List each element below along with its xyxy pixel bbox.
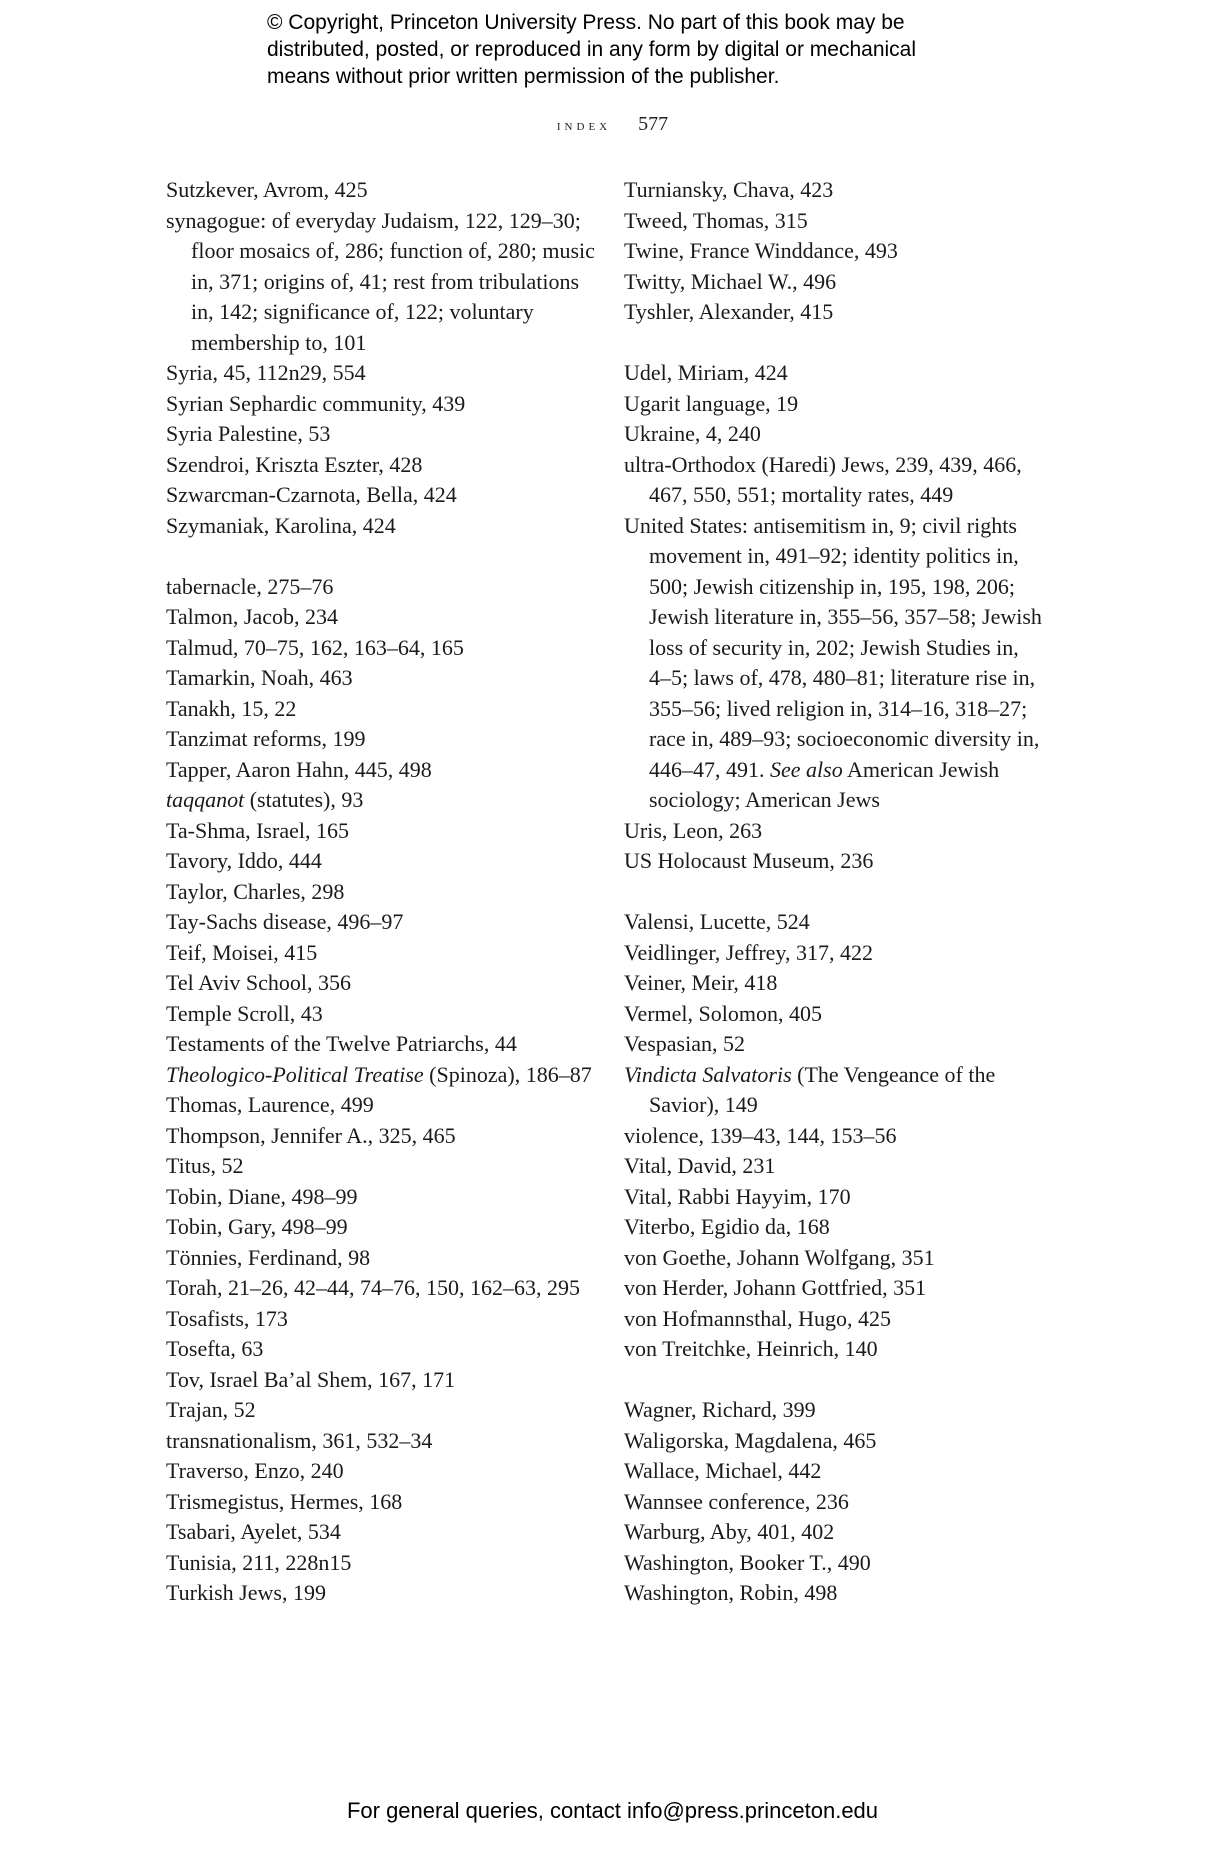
index-entry: Tel Aviv School, 356 xyxy=(166,970,352,995)
index-entry: Washington, Robin, 498 xyxy=(624,1580,838,1605)
index-entry: Szendroi, Kriszta Eszter, 428 xyxy=(166,451,423,477)
index-entry: Szymaniak, Karolina, 424 xyxy=(166,512,396,538)
copyright-notice xyxy=(267,9,1027,90)
page-number: 577 xyxy=(638,113,669,135)
index-entry: Wallace, Michael, 442 xyxy=(624,1458,822,1483)
index-entry: Turkish Jews, 199 xyxy=(166,1580,326,1605)
section-label: index xyxy=(556,117,612,134)
index-entry: Tov, Israel Ba’al Shem, 167, 171 xyxy=(166,1366,456,1392)
index-entry: Tobin, Diane, 498–99 xyxy=(166,1183,358,1209)
index-entry: Syria, 45, 112n29, 554 xyxy=(166,360,366,385)
index-entry: Theologico-Political Treatise (Spinoza), 186–87 xyxy=(166,1061,592,1087)
index-entry: Trismegistus, Hermes, 168 xyxy=(166,1488,403,1514)
index-entry: US Holocaust Museum, 236 xyxy=(624,848,874,873)
index-entry: Uris, Leon, 263 xyxy=(624,817,763,843)
index-entry: transnationalism, 361, 532–34 xyxy=(166,1427,433,1453)
index-entry: Valensi, Lucette, 524 xyxy=(624,909,810,934)
index-entry: Tamarkin, Noah, 463 xyxy=(166,665,353,690)
index-entry: Thomas, Laurence, 499 xyxy=(166,1092,374,1117)
index-entry: Temple Scroll, 43 xyxy=(166,1000,323,1026)
index-entry: Vespasian, 52 xyxy=(624,1031,745,1056)
index-entry: Wagner, Richard, 399 xyxy=(624,1397,816,1422)
index-entry: tabernacle, 275–76 xyxy=(166,573,334,599)
copyright-line: © Copyright, Princeton University Press. No part of this book may be xyxy=(267,11,905,34)
index-entry: Tanakh, 15, 22 xyxy=(166,695,297,721)
index-entry: Tosefta, 63 xyxy=(166,1336,264,1361)
index-entry: Syria Palestine, 53 xyxy=(166,421,331,446)
index-entry: Viterbo, Egidio da, 168 xyxy=(624,1214,830,1239)
copyright-line: means without prior written permission of the publisher. xyxy=(267,65,780,88)
index-entry: Tobin, Gary, 498–99 xyxy=(166,1214,348,1239)
index-entry: von Goethe, Johann Wolfgang, 351 xyxy=(624,1244,935,1270)
index-entry: Turniansky, Chava, 423 xyxy=(624,177,834,202)
index-entry: Testaments of the Twelve Patriarchs, 44 xyxy=(166,1031,517,1056)
index-entry: von Hofmannsthal, Hugo, 425 xyxy=(624,1305,892,1331)
letter-group-gap xyxy=(624,1365,1044,1396)
index-entry: Sutzkever, Avrom, 425 xyxy=(166,177,368,202)
index-column-right xyxy=(624,175,1044,1609)
index-entry: Talmon, Jacob, 234 xyxy=(166,604,338,629)
index-entry: Wannsee conference, 236 xyxy=(624,1488,849,1514)
index-entry: taqqanot (statutes), 93 xyxy=(166,787,364,812)
index-entry: synagogue: of everyday Judaism, 122, 129–30; floor mosaics of, 286; function of, 280; music in, 371; origins of, 41; rest from tribulations in, 142; significance of, 122; voluntary membership to, 101 xyxy=(166,207,595,355)
index-entry: violence, 139–43, 144, 153–56 xyxy=(624,1122,897,1148)
index-entry: Tapper, Aaron Hahn, 445, 498 xyxy=(166,756,432,782)
index-entry: Warburg, Aby, 401, 402 xyxy=(624,1519,835,1544)
index-entry: Ugarit language, 19 xyxy=(624,390,799,416)
running-head xyxy=(0,113,1225,136)
letter-group-gap xyxy=(166,541,596,572)
index-entry: Trajan, 52 xyxy=(166,1397,256,1422)
index-entry: Traverso, Enzo, 240 xyxy=(166,1458,344,1483)
index-entry: von Treitchke, Heinrich, 140 xyxy=(624,1336,878,1361)
index-entry: ultra-Orthodox (Haredi) Jews, 239, 439, 466, 467, 550, 551; mortality rates, 449 xyxy=(624,451,1022,507)
index-entry: Ukraine, 4, 240 xyxy=(624,421,761,446)
index-entry: Tosafists, 173 xyxy=(166,1305,288,1331)
index-entry: von Herder, Johann Gottfried, 351 xyxy=(624,1275,927,1300)
index-entry: Thompson, Jennifer A., 325, 465 xyxy=(166,1122,456,1148)
index-entry: Teif, Moisei, 415 xyxy=(166,939,318,965)
index-entry: Veiner, Meir, 418 xyxy=(624,970,778,995)
index-entry: Tsabari, Ayelet, 534 xyxy=(166,1519,341,1544)
index-entry: Waligorska, Magdalena, 465 xyxy=(624,1427,877,1453)
index-entry: Tweed, Thomas, 315 xyxy=(624,207,808,233)
index-entry: Syrian Sephardic community, 439 xyxy=(166,390,466,416)
index-entry: Titus, 52 xyxy=(166,1153,244,1178)
letter-group-gap xyxy=(624,877,1044,908)
copyright-line: distributed, posted, or reproduced in any form by digital or mechanical xyxy=(267,38,917,61)
index-entry: Vermel, Solomon, 405 xyxy=(624,1000,822,1026)
index-entry: Tavory, Iddo, 444 xyxy=(166,848,322,873)
footer-contact: For general queries, contact info@press.princeton.edu xyxy=(346,1798,879,1823)
index-entry: Veidlinger, Jeffrey, 317, 422 xyxy=(624,939,874,965)
index-entry: Tyshler, Alexander, 415 xyxy=(624,299,834,324)
index-entry: Twitty, Michael W., 496 xyxy=(624,268,837,294)
index-entry: United States: antisemitism in, 9; civil rights movement in, 491–92; identity politics in, 500; Jewish citizenship in, 195, 198, 206; Jewish literature in, 355–56, 357–58; Jewish loss of security in, 202; Jewish Studies in, 4–5; laws of, 478, 480–81; literature rise in, 355–56; lived religion in, 314–16, 318–27; race in, 489–93; socioeconomic diversity in, 446–47, 491. See also American Jewish sociology; American Jews xyxy=(624,512,1042,812)
index-entry: Szwarcman-Czarnota, Bella, 424 xyxy=(166,482,457,507)
index-entry: Vital, Rabbi Hayyim, 170 xyxy=(624,1183,851,1209)
index-entry: Twine, France Winddance, 493 xyxy=(624,238,898,263)
index-entry: Tönnies, Ferdinand, 98 xyxy=(166,1244,371,1270)
index-entry: Tunisia, 211, 228n15 xyxy=(166,1549,352,1575)
index-entry: Vindicta Salvatoris (The Vengeance of the Savior), 149 xyxy=(624,1061,996,1117)
index-entry: Torah, 21–26, 42–44, 74–76, 150, 162–63, 295 xyxy=(166,1275,580,1300)
index-entry: Tay-Sachs disease, 496–97 xyxy=(166,909,404,934)
index-entry: Tanzimat reforms, 199 xyxy=(166,726,366,751)
index-entry: Talmud, 70–75, 162, 163–64, 165 xyxy=(166,634,464,660)
letter-group-gap xyxy=(624,328,1044,359)
index-entry: Ta-Shma, Israel, 165 xyxy=(166,817,349,843)
index-column-left xyxy=(166,175,596,1609)
index-entry: Udel, Miriam, 424 xyxy=(624,360,788,385)
index-entry: Vital, David, 231 xyxy=(624,1153,776,1178)
index-entry: Washington, Booker T., 490 xyxy=(624,1549,871,1575)
index-entry: Taylor, Charles, 298 xyxy=(166,878,345,904)
